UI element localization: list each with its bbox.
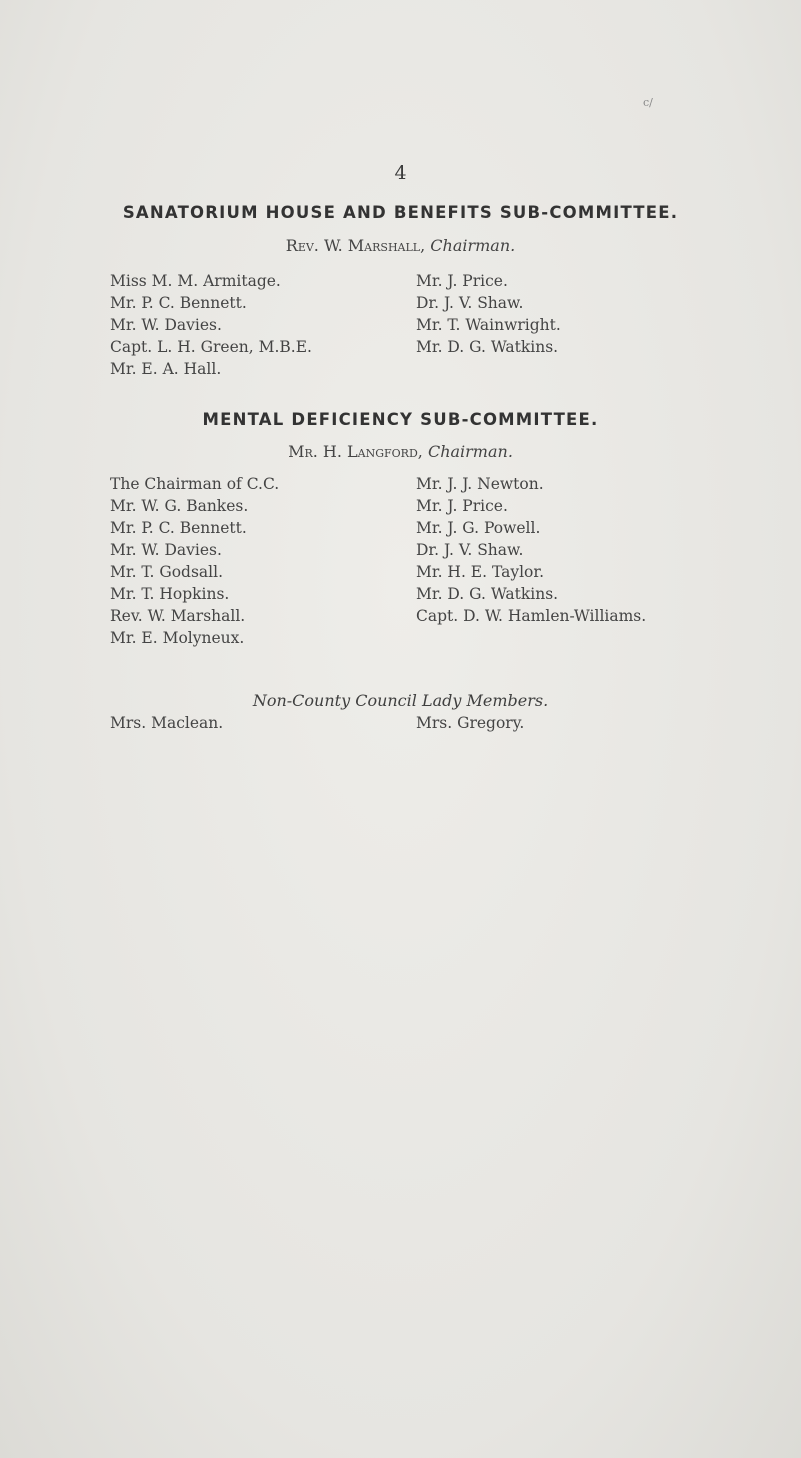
sanatorium-chair-name: Rev. W. Marshall, [285, 236, 426, 255]
member-name: Mr. W. Davies. [110, 316, 222, 334]
member-name: Capt. L. H. Green, M.B.E. [110, 338, 312, 356]
mental-chair-name: Mr. H. Langford, [288, 442, 423, 461]
member-name: Mr. E. A. Hall. [110, 360, 222, 378]
member-name: Mr. J. Price. [416, 272, 508, 290]
sanatorium-members-left [110, 270, 312, 380]
member-name: Mr. P. C. Bennett. [110, 294, 247, 312]
non-county-member-right: Mrs. Gregory. [416, 714, 525, 732]
member-name: Mr. J. Price. [416, 497, 508, 515]
mental-chair-role: Chairman. [427, 442, 513, 461]
mental-members-right [416, 473, 646, 627]
mental-chairman [0, 442, 801, 461]
member-name: Mr. W. G. Bankes. [110, 497, 249, 515]
member-name: Capt. D. W. Hamlen-Williams. [416, 607, 647, 625]
member-name: Mr. T. Wainwright. [416, 316, 561, 334]
corner-mark: c/ [643, 96, 653, 109]
member-name: Mr. W. Davies. [110, 541, 222, 559]
member-name: Dr. J. V. Shaw. [416, 294, 524, 312]
member-name: Rev. W. Marshall. [110, 607, 246, 625]
sanatorium-committee-title: SANATORIUM HOUSE AND BENEFITS SUB-COMMITTEE. [122, 203, 679, 222]
member-name: Mr. T. Godsall. [110, 563, 224, 581]
member-name: Mr. T. Hopkins. [110, 585, 230, 603]
mental-members-left [110, 473, 279, 649]
member-name: Mr. D. G. Watkins. [416, 585, 559, 603]
sanatorium-members-right [416, 270, 561, 358]
non-county-heading: Non-County Council Lady Members. [252, 691, 549, 710]
mental-committee-title: MENTAL DEFICIENCY SUB-COMMITTEE. [202, 410, 599, 429]
member-name: Mr. P. C. Bennett. [110, 519, 247, 537]
page-number: 4 [394, 162, 407, 184]
non-county-member-left: Mrs. Maclean. [110, 714, 224, 732]
member-name: Mr. D. G. Watkins. [416, 338, 559, 356]
sanatorium-chair-role: Chairman. [430, 236, 516, 255]
member-name: Miss M. M. Armitage. [110, 272, 281, 290]
sanatorium-chairman [0, 236, 801, 255]
member-name: Mr. J. J. Newton. [416, 475, 544, 493]
member-name: Dr. J. V. Shaw. [416, 541, 524, 559]
member-name: The Chairman of C.C. [110, 475, 280, 493]
member-name: Mr. E. Molyneux. [110, 629, 245, 647]
member-name: Mr. H. E. Taylor. [416, 563, 545, 581]
member-name: Mr. J. G. Powell. [416, 519, 541, 537]
